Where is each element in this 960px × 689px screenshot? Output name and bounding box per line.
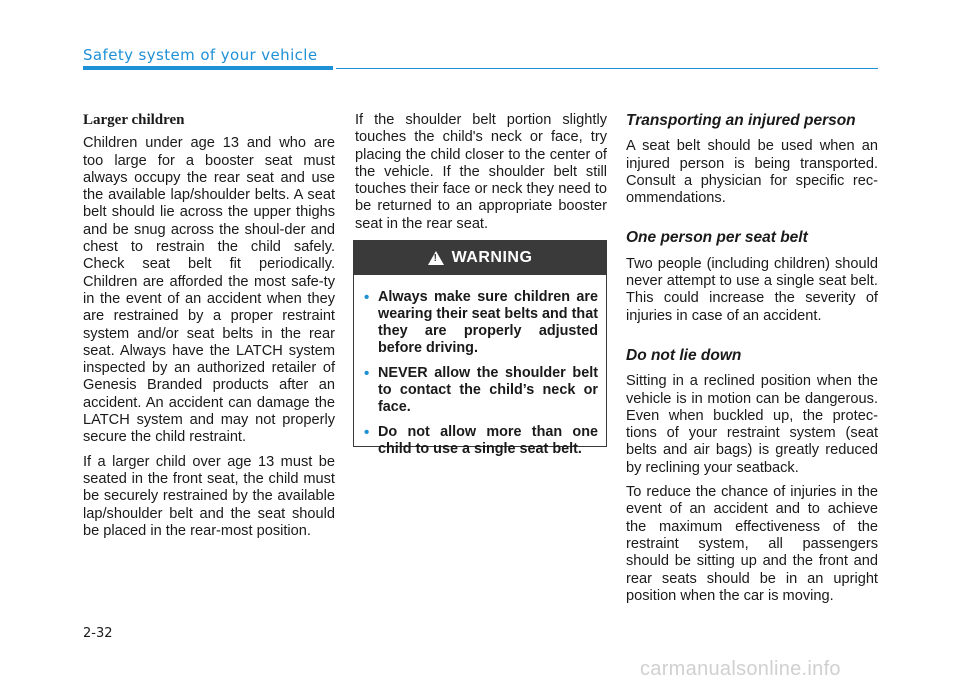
paragraph: Two people (including children) should never attempt to use a single seat belt. This could increase the severity of injuries in case of an accident. (626, 255, 878, 324)
heading-one-person-per-belt: One person per seat belt (626, 229, 808, 247)
paragraph: If a larger child over age 13 must be seated in the front seat, the child must be securely restrained by the available lap/shoulder belt and the seat should be placed in the rear-most position. (83, 453, 335, 539)
warning-list (354, 275, 606, 458)
paragraph: To reduce the chance of injuries in the event of an accident and to achieve the maximum effectiveness of the restraint system, all passengers should be sitting up and the front and rear seats should be in an upright position when the car is moving. (626, 484, 878, 604)
warning-header (354, 241, 606, 275)
heading-transporting-injured: Transporting an injured person (626, 112, 856, 129)
warning-box (353, 240, 607, 457)
column-right (626, 112, 878, 612)
warning-item: • Do not allow more than one child to use a single seat belt. (364, 424, 598, 458)
warning-triangle-icon (428, 251, 444, 265)
paragraph: Children under age 13 and who are too large for a booster seat must always occupy the rear seat and use the available lap/shoulder belts. A seat belt should lie across the upper thighs and be snug across the shoul-der and chest to restrain the child safely. Check seat belt fit periodically. Children are afforded the most safe-ty in the event of an accident when they are restrained by a proper restraint system and/or seat belts in the rear seat. Always have the LATCH system inspected by an authorized retailer of Genesis Branded products after an accident. An accident can damage the LATCH system and may not properly secure the child restraint. (83, 135, 335, 446)
warning-item: • NEVER allow the shoulder belt to contact the child’s neck or face. (364, 365, 598, 416)
page-number: 2-32 (83, 626, 113, 641)
warning-label: WARNING (451, 249, 533, 266)
header-accent-bar (83, 66, 333, 70)
section-header-title: Safety system of your vehicle (83, 46, 318, 64)
header-rule (336, 68, 878, 69)
column-middle (355, 112, 607, 240)
heading-larger-children: Larger children (83, 112, 185, 128)
watermark: carmanualsonline.info (640, 658, 841, 680)
warning-item: • Always make sure children are wearing their seat belts and that they are properly adjusted before driving. (364, 289, 598, 357)
heading-do-not-lie-down: Do not lie down (626, 346, 742, 364)
paragraph: A seat belt should be used when an injured person is being transported. Consult a physician for specific rec-ommendations. (626, 138, 878, 207)
paragraph: If the shoulder belt portion slightly touches the child's neck or face, try placing the child closer to the center of the vehicle. If the shoulder belt still touches their face or neck they need to be returned to an appropriate booster seat in the rear seat. (355, 112, 607, 232)
column-left (83, 112, 335, 547)
paragraph: Sitting in a reclined position when the vehicle is in motion can be dangerous. Even when buckled up, the protec-tions of your restraint system (seat belts and air bags) is greatly reduced by reclining your seatback. (626, 373, 878, 476)
